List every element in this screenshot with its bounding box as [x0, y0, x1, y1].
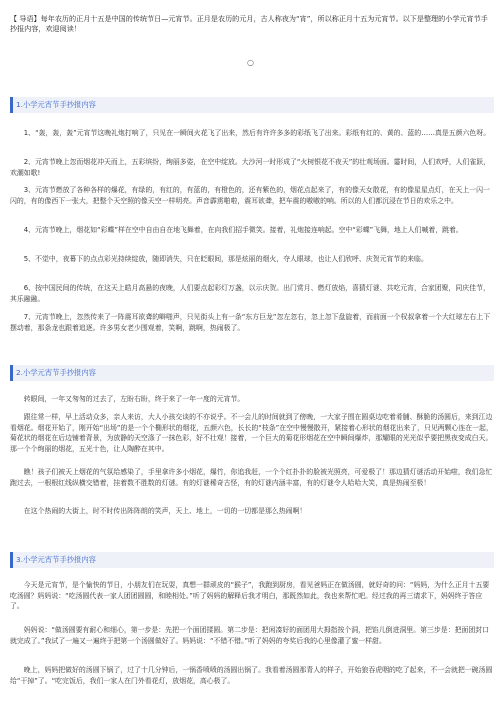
section-2-paragraph: 在这个热闹的大街上，时不时传出阵阵朗的笑声，天上、地上，一切的一切都是那么热闹啊！	[23, 507, 307, 515]
section-heading-3: 3.小学元宵节手抄报内容	[10, 552, 494, 568]
section-heading-2: 2.小学元宵节手抄报内容	[10, 365, 494, 381]
section-1-paragraph: 3、元宵节燃放了各种各样的爆花，有绿的，有红的，有蓝的，有橙色的，还有紫色的，烟花点起来了，有的像天女散花，有的像星星点灯，在天上一闪一闪的，有的像西下一张大，把整个天空照的像天空一样明亮。声音霹雳啪啦，震耳欲聋，把车震的嗷嗷的响。所以的人们都沉浸在节日的欢乐之中。	[10, 186, 490, 205]
article-intro: 【 导语】每年农历的正月十五是中国的传统节日—元宵节。正月是农历的元月，古人称夜为“宵”，所以称正月十五为元宵节。以下是整理的小学元宵节手抄报内容，欢迎阅读！	[10, 14, 488, 33]
section-1-paragraph: 2、元宵节晚上忽而烟花冲天而上，五彩缤纷，绚丽多姿，在空中绽放。大沙河一时形成了“火树银花不夜天”的壮观场面。霎时间，人们欢呼，人们雀跃，欢潮如歌!	[10, 158, 491, 177]
section-1-paragraph: 5、不觉中，夜幕下的点点彩光持续绽放，随即消失，只在眨眼间，那是炫丽的烟火，夺人眼球，也让人们欣呼、庆贺元宵节的来临。	[23, 255, 428, 263]
section-2-paragraph: 跟往常一样，早上活动众多，亲人来访，大人小孩交谈的不亦说乎。不一会儿的时间就到了傍晚，一大家子围在圆桌边吃着肴脯、酥脆的汤圆后，来到江边看烟花。烟花开始了，刚开始“出场”的是一个个椭形状的烟花，五颜六色，长长的“枝条”在空中慢慢散开，紧接着心形状的烟花出来了，只见两颗心连在一起，菊花状的烟花在后边铺着背景，为放静的天空涤了一抹色彩，好不壮观！接着，一个巨大的菊花形烟花在空中瞬间爆炸，那耀眼的光光似乎要把黑夜变成白天。那一个个绚丽的烟花，五光十色，让人陶醉在其中。	[10, 413, 493, 453]
section-1-paragraph: 6、按中国民间的传统，在这天上皓月高悬的夜晚，人们要点起彩灯万盏，以示庆贺。出门赏月、燃灯放焰，喜猜灯谜、共吃元宵，合家团聚，同庆佳节，其乐融融。	[10, 284, 490, 303]
section-3-paragraph: 妈妈说：“做汤圆要有耐心和细心，第一步是：先把一个面团揉圆。第二步是：把闲凑好的面团用大拇指按个洞，把馅儿倒进洞里。第三步是：把面团封口就完成了。”我试了一遍又一遍终于把第一个汤圆做好了。妈妈说：“不错不错。”听了妈妈的夸奖后我的心里像灌了蜜一样甜。	[10, 626, 490, 645]
section-3-paragraph: 晚上，妈妈把做好的汤圆下锅了，过了十几分钟后，一锅香喷喷的汤圆出锅了。我看着汤圆那青人的样子，开始狼吞虎咽的吃了起来，不一会就把一碗汤圆给“干掉”了。“吃完饭后，我们一家人在门外看花灯，放烟花，高心极了。	[10, 666, 493, 685]
section-1-paragraph: 7、元宵节晚上，忽然传来了一阵震耳欲聋的噼啪声，只见街头上有一条“东方巨龙”忽左忽右，忽上忽下盘旋着，而前面一个权叔拿着一个大红球左右上下摆动着，那条龙也跟着追逐。许多男女老少围观着，笑啊，跳啊，热闹极了。	[10, 313, 491, 332]
section-heading-1: 1.小学元宵节手抄报内容	[10, 97, 494, 113]
section-2-paragraph: 瞧！孩子们被天上烟花的气氛给感染了，手里拿许多小烟花，爆竹，你追我赶，一个个红扑扑的脸被光照亮，可爱极了！那边猜灯谜活动开始啦，我们急忙跑过去，一根根红线纵横交错着，挂着数不胜数的灯谜。有的灯谜稀奇古怪，有的灯谜内涵丰富，有的灯谜令人哈哈大笑，真是热闹至极！	[10, 468, 493, 487]
section-1-paragraph: 1、“轰，轰，轰”元宵节这晚礼炮打响了，只见在一瞬间火花飞了出来，然后有许许多多的彩纸飞了出来。彩纸有红的、黄的、蓝的……真是五颜六色呀。	[23, 129, 491, 137]
section-3-paragraph: 今天是元宵节，是个愉快的节日，小朋友们在玩耍，真想一群顽皮的“猴子”，我跑到厨房，看见爸妈正在做汤圆，就好奇的问：“妈妈，为什么正月十五要吃汤圆？妈妈说：“吃汤圆代表一家人团团圆圆，和睦相处。”听了妈妈的解释后我才明白，那既然如此，我也来帮忙吧。经过我的再三请求下，妈妈终于答应了。	[10, 581, 490, 610]
section-1-paragraph: 4、元宵节晚上，烟花如“彩蝶”样在空中自由自在地飞舞着，在向我们招手微笑。接着，礼炮接连响起。空中“彩蝶”飞舞，地上人们喊着，跳着。	[23, 226, 463, 234]
section-2-paragraph: 转眼间，一年又匆匆的过去了，左盼右盼，终于来了一年一度的元宵节。	[23, 395, 245, 403]
dot-icon: ○	[247, 58, 254, 67]
